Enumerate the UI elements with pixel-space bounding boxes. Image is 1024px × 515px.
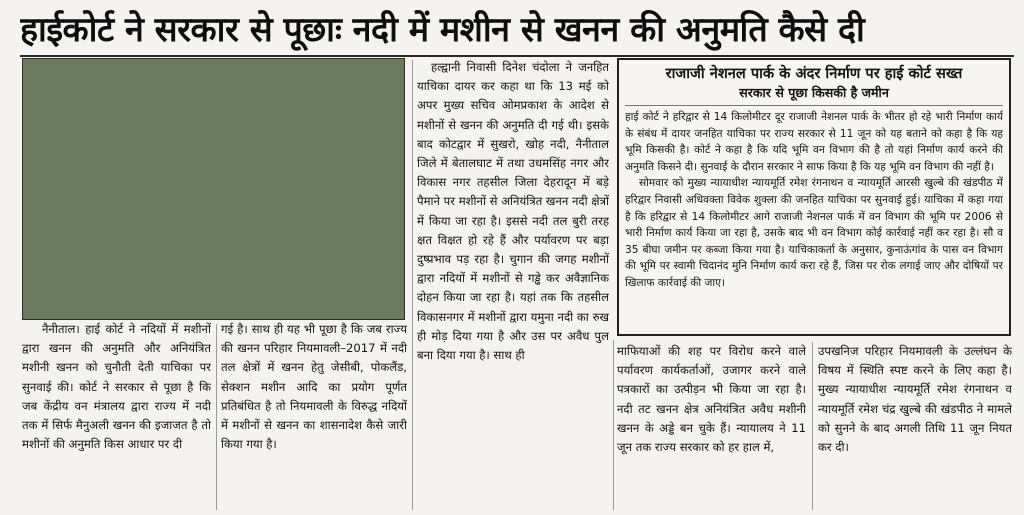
column-divider-1 [216, 324, 217, 510]
sidebar-box [617, 58, 1011, 336]
article-column-4-text: माफियाओं की शह पर विरोध करने वाले पर्यावरण कार्यकर्ताओं, उजागर करने वाले पत्रकारों का उत्पीड़न भी किया जा रहा है। नदी तट खनन क्षेत्र अनियंत्रित अवैध मशीनी खनन के अड्डे बन चुके हैं। न्यायालय ने 11 जून तक राज्य सरकार को हर हाल में, [617, 344, 806, 455]
article-column-1-text: नैनीताल। हाई कोर्ट ने नदियों में मशीनों द्वारा खनन की अनुमति और अनियंत्रित मशीनी खनन को चुनौती देती याचिका पर सुनवाई की। कोर्ट ने सरकार से पूछा है कि जब केंद्रीय वन मंत्रालय द्वारा राज्य में नदी तक में सिर्फ मैनुअली खनन की इजाजत है तो मशीनों की अनुमति किस आधार पर दी [22, 322, 211, 452]
sidebar-title: राजाजी नेशनल पार्क के अंदर निर्माण पर हाई कोर्ट सख्त [665, 65, 963, 82]
article-column-4 [617, 342, 806, 512]
column-divider-4 [812, 342, 813, 510]
sidebar-body [625, 109, 1003, 292]
article-column-3 [417, 58, 609, 512]
article-column-2-text: गई है। साथ ही यह भी पूछा है कि जब राज्य की खनन परिहार नियमावली–2017 में नदी तल क्षेत्रों में खनन हेतु जेसीबी, पोकलैंड, सेक्शन मशीन आदि का प्रयोग पूर्णत प्रतिबंधित है तो नियमावली के विरुद्ध नदियों में मशीनों से खनन का शासनादेश कैसे जारी किया गया है। [221, 322, 407, 452]
sidebar-paragraph-1: हाई कोर्ट ने हरिद्वार से 14 किलोमीटर दूर राजाजी नेशनल पार्क के भीतर हो रहे भारी निर्माण कार्य के संबंध में दायर जनहित याचिका पर राज्य सरकार से 11 जून को यह बताने को कहा है कि यह भूमि किसकी है। कोर्ट ने कहा है कि यदि भूमि वन विभाग की है तो यहां निर्माण कार्य करने की अनुमति किसने दी। सुनवाई के दौरान सरकार ने साफ किया है कि यह भूमि वन विभाग की नहीं है। [625, 111, 1003, 173]
column-divider-3 [613, 340, 614, 510]
article-column-2 [221, 320, 407, 512]
article-column-5-text: उपखनिज परिहार नियमावली के उल्लंघन के विषय में स्थिति स्पष्ट करने के लिए कहा है। मुख्य न्यायाधीश न्यायमूर्ति रमेश रंगनाथन व न्यायमूर्ति रमेश चंद्र खुल्बे की खंडपीठ ने मामले को सुनने के बाद अगली तिथि 11 जून नियत कर दी। [818, 344, 1012, 455]
article-column-1 [22, 320, 211, 512]
sidebar-subtitle: सरकार से पूछा किसकी है जमीन [625, 84, 1003, 106]
article-column-5 [818, 342, 1012, 512]
article-photo [22, 58, 405, 320]
headline-rule [20, 55, 1014, 57]
article-column-3-text: हल्द्वानी निवासी दिनेश चंदोला ने जनहित याचिका दायर कर कहा था कि 13 मई को अपर मुख्य सचिव ओमप्रकाश के आदेश से मशीनों से खनन की अनुमति दी गई थी। इसके बाद कोटद्वार में सुखरो, खोह नदी, नैनीताल जिले में बेतालघाट में तथा उधमसिंह नगर और विकास नगर तहसील जिला देहरादून में बड़े पैमाने पर मशीनों से अनियंत्रित खनन नदी क्षेत्रों में किया जा रहा है। इससे नदी तल बुरी तरह क्षत विक्षत हो रहे हैं और पर्यावरण पर बड़ा दुष्प्रभाव पड़ रहा है। चुगान की जगह मशीनों द्वारा नदियों में मशीनों से गड्ढे कर अवैज्ञानिक दोहन किया जा रहा है। यहां तक कि तहसील विकासनगर में मशीनों द्वारा यमुना नदी का रुख ही मोड़ दिया गया है और उस पर अवैध पुल बना दिया गया है। साथ ही [417, 60, 609, 363]
sidebar-paragraph-2: सोमवार को मुख्य न्यायाधीश न्यायमूर्ति रमेश रंगनाथन व न्यायमूर्ति आरसी खुल्बे की खंडपीठ में हरिद्वार निवासी अधिवक्ता विवेक शुक्ला की जनहित याचिका पर सुनवाई हुई। याचिका में कहा गया है कि हरिद्वार से 14 किलोमीटर आगे राजाजी नेशनल पार्क में वन विभाग की भूमि पर 2006 से भारी निर्माण कार्य किया जा रहा है, उसके बाद भी वन विभाग कोई कार्रवाई नहीं कर रहा है। सौ व 35 बीघा जमीन पर कब्जा किया गया है। याचिकाकर्ता के अनुसार, कुनाऊंगांव के पास वन विभाग की भूमि पर स्वामी चिदानंद मुनि निर्माण कार्य करा रहे हैं, जिस पर रोक लगाई जाए और दोषियों पर खिलाफ कार्रवाई की जाए। [625, 177, 1003, 289]
column-divider-2 [412, 60, 413, 510]
article-headline: हाईकोर्ट ने सरकार से पूछाः नदी में मशीन से खनन की अनुमति कैसे दी [20, 10, 865, 50]
